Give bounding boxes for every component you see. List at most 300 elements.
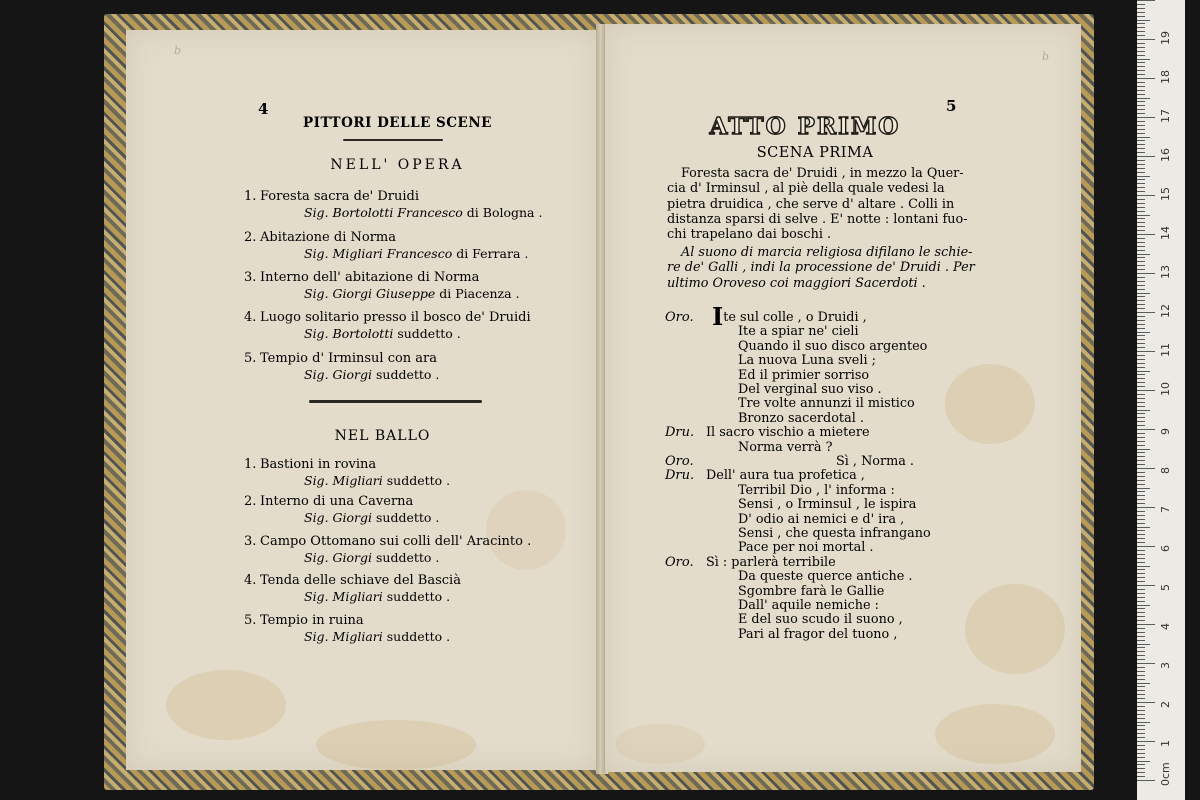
painter-title: Sig. bbox=[304, 473, 329, 488]
ruler-tick bbox=[1137, 226, 1145, 227]
ruler-tick bbox=[1137, 109, 1145, 110]
ruler-label: 10 bbox=[1159, 382, 1172, 396]
ruler-tick bbox=[1137, 51, 1145, 52]
ruler-tick bbox=[1137, 160, 1145, 161]
ruler-tick bbox=[1137, 172, 1145, 173]
scene-name: Interno dell' abitazione di Norma bbox=[260, 270, 480, 285]
painter-rest: di Ferrara . bbox=[456, 246, 529, 261]
ruler-tick bbox=[1137, 31, 1145, 32]
description-line: chi trapelano dai boschi . bbox=[667, 227, 832, 243]
painter-credit bbox=[304, 246, 528, 261]
painter-name: Migliari bbox=[332, 629, 383, 644]
ruler-tick bbox=[1137, 460, 1145, 461]
scene-number: 4. bbox=[244, 573, 257, 588]
verse-text: E del suo scudo il suono , bbox=[738, 612, 903, 628]
painter-name: Giorgi bbox=[332, 550, 373, 565]
verse-line bbox=[738, 612, 903, 627]
ruler-tick bbox=[1137, 702, 1155, 703]
ruler-tick bbox=[1137, 269, 1145, 270]
ruler-tick bbox=[1137, 218, 1145, 219]
ruler-tick bbox=[1137, 78, 1155, 79]
ruler-tick bbox=[1137, 101, 1145, 102]
painter-title: Sig. bbox=[304, 246, 329, 261]
scene-entry bbox=[244, 188, 419, 205]
scene-name: Tempio d' Irminsul con ara bbox=[260, 351, 438, 366]
scene-number: 1. bbox=[244, 189, 257, 204]
ruler-tick bbox=[1137, 39, 1155, 40]
ruler-tick bbox=[1137, 679, 1145, 680]
ruler-tick bbox=[1137, 35, 1145, 36]
page-title: PITTORI DELLE SCENE bbox=[303, 115, 492, 131]
ruler-tick bbox=[1137, 355, 1145, 356]
scene-entry bbox=[244, 309, 531, 326]
ruler-tick bbox=[1137, 445, 1145, 446]
ruler-label: 18 bbox=[1159, 70, 1172, 84]
ruler-tick bbox=[1137, 519, 1145, 520]
ruler-tick bbox=[1137, 425, 1145, 426]
scene-number: 5. bbox=[244, 613, 257, 628]
ruler-tick bbox=[1137, 371, 1150, 372]
ruler-tick bbox=[1137, 476, 1145, 477]
ruler-tick bbox=[1137, 277, 1145, 278]
ruler-tick bbox=[1137, 129, 1145, 130]
ruler-label: 9 bbox=[1159, 428, 1172, 435]
ruler-tick bbox=[1137, 238, 1145, 239]
ruler-tick bbox=[1137, 464, 1145, 465]
ruler-label: 19 bbox=[1159, 31, 1172, 45]
painter-title: Sig. bbox=[304, 326, 329, 341]
ruler-tick bbox=[1137, 27, 1145, 28]
painter-rest: di Bologna . bbox=[466, 205, 543, 220]
description-line: cia d' Irminsul , al piè della quale vedesi la bbox=[667, 181, 945, 197]
ruler-tick bbox=[1137, 511, 1145, 512]
ruler-tick bbox=[1137, 316, 1145, 317]
ruler-tick bbox=[1137, 515, 1145, 516]
ruler-label: 6 bbox=[1159, 545, 1172, 552]
ruler-tick bbox=[1137, 250, 1145, 251]
ruler-tick bbox=[1137, 257, 1145, 258]
scene-number: 2. bbox=[244, 230, 257, 245]
verse-line bbox=[706, 425, 870, 440]
ruler-label: 1 bbox=[1159, 740, 1172, 747]
painter-credit bbox=[304, 629, 450, 644]
painter-rest: suddetto . bbox=[376, 510, 440, 525]
scene-number: 2. bbox=[244, 494, 257, 509]
section-divider bbox=[309, 400, 482, 403]
scene-number: 1. bbox=[244, 457, 257, 472]
ruler-tick bbox=[1137, 254, 1150, 255]
page-number-left: 4 bbox=[258, 100, 269, 118]
painter-name: Migliari bbox=[332, 589, 383, 604]
ruler-tick bbox=[1137, 265, 1145, 266]
ruler-tick bbox=[1137, 113, 1145, 114]
ruler-tick bbox=[1137, 632, 1145, 633]
stage-direction-line: ultimo Oroveso coi maggiori Sacerdoti . bbox=[667, 275, 926, 291]
ruler-tick bbox=[1137, 187, 1145, 188]
ruler-tick bbox=[1137, 308, 1145, 309]
verse-line bbox=[706, 468, 865, 483]
ruler-tick bbox=[1137, 577, 1145, 578]
ruler-tick bbox=[1137, 581, 1145, 582]
ruler-tick bbox=[1137, 207, 1145, 208]
ballo-heading: NEL BALLO bbox=[334, 428, 431, 444]
ruler-tick bbox=[1137, 8, 1145, 9]
ruler-label: 16 bbox=[1159, 148, 1172, 162]
ruler-tick bbox=[1137, 121, 1145, 122]
painter-title: Sig. bbox=[304, 510, 329, 525]
scene-number: 4. bbox=[244, 310, 257, 325]
ruler-tick bbox=[1137, 667, 1145, 668]
speaker-label: Oro. bbox=[665, 554, 694, 570]
ruler-tick bbox=[1137, 651, 1145, 652]
ruler-tick bbox=[1137, 523, 1145, 524]
ruler-tick bbox=[1137, 382, 1145, 383]
verse-text: Pari al fragor del tuono , bbox=[738, 626, 898, 642]
description-line: pietra druidica , che serve d' altare . Colli in bbox=[667, 196, 955, 212]
ruler-tick bbox=[1137, 289, 1145, 290]
ruler-label: 3 bbox=[1159, 662, 1172, 669]
act-title: ATTO PRIMO bbox=[709, 113, 901, 140]
speaker-label: Oro. bbox=[665, 310, 694, 325]
ruler-tick bbox=[1137, 741, 1155, 742]
speaker-label: Oro. bbox=[665, 454, 694, 469]
ruler-tick bbox=[1137, 363, 1145, 364]
verse-text: Del verginal suo viso . bbox=[738, 382, 882, 397]
verse-line bbox=[738, 540, 874, 555]
ruler-tick bbox=[1137, 495, 1145, 496]
ruler-tick bbox=[1137, 663, 1155, 664]
painter-name: Giorgi bbox=[332, 367, 373, 382]
ruler-tick bbox=[1137, 417, 1145, 418]
ruler-tick bbox=[1137, 753, 1145, 754]
ruler-tick bbox=[1137, 542, 1145, 543]
ruler-tick bbox=[1137, 694, 1145, 695]
ruler-tick bbox=[1137, 285, 1145, 286]
verse-text: Quando il suo disco argenteo bbox=[738, 338, 928, 354]
painter-name: Giorgi Giuseppe bbox=[332, 286, 436, 301]
title-divider bbox=[343, 139, 443, 141]
ruler-tick bbox=[1137, 293, 1150, 294]
ruler-tick bbox=[1137, 468, 1155, 469]
ruler-tick bbox=[1137, 215, 1150, 216]
verse-text: Norma verrà ? bbox=[738, 439, 833, 455]
ruler-label: 0cm bbox=[1159, 762, 1172, 786]
ruler-tick bbox=[1137, 671, 1145, 672]
ruler-tick bbox=[1137, 62, 1145, 63]
ruler-tick bbox=[1137, 230, 1145, 231]
ruler-tick bbox=[1137, 74, 1145, 75]
verse-line bbox=[706, 555, 836, 570]
verse-text: Da queste querce antiche . bbox=[738, 569, 913, 585]
ruler-tick bbox=[1137, 433, 1145, 434]
ruler-tick bbox=[1137, 706, 1145, 707]
painter-rest: suddetto . bbox=[397, 326, 461, 341]
ruler-tick bbox=[1137, 768, 1145, 769]
ruler-tick bbox=[1137, 179, 1145, 180]
ruler-tick bbox=[1137, 94, 1145, 95]
verse-line bbox=[738, 368, 869, 383]
ruler-tick bbox=[1137, 144, 1145, 145]
ruler-tick bbox=[1137, 538, 1145, 539]
ruler-tick bbox=[1137, 601, 1145, 602]
scene-name: Bastioni in rovina bbox=[260, 457, 377, 472]
painter-credit bbox=[304, 473, 450, 488]
ruler-tick bbox=[1137, 429, 1155, 430]
ruler-tick bbox=[1137, 534, 1145, 535]
ruler-tick bbox=[1137, 125, 1145, 126]
painter-title: Sig. bbox=[304, 629, 329, 644]
ruler-tick bbox=[1137, 55, 1145, 56]
ruler-tick bbox=[1137, 640, 1145, 641]
ruler-tick bbox=[1137, 764, 1145, 765]
scene-entry bbox=[244, 229, 396, 246]
painter-rest: suddetto . bbox=[376, 550, 440, 565]
verse-text: te sul colle , o Druidi , bbox=[723, 310, 867, 325]
ruler-tick bbox=[1137, 491, 1145, 492]
painter-rest: suddetto . bbox=[386, 473, 451, 488]
verse-line bbox=[712, 302, 867, 331]
ruler-tick bbox=[1137, 437, 1145, 438]
ruler-tick bbox=[1137, 675, 1145, 676]
opera-heading: NELL' OPERA bbox=[330, 157, 465, 173]
scene-entry bbox=[244, 350, 437, 367]
scene-entry bbox=[244, 533, 531, 550]
ruler-tick bbox=[1137, 605, 1150, 606]
scene-name: Foresta sacra de' Druidi bbox=[260, 189, 419, 204]
scene-name: Interno di una Caverna bbox=[260, 494, 414, 509]
scene-name: Tenda delle schiave del Bascià bbox=[260, 573, 461, 588]
ruler-tick bbox=[1137, 413, 1145, 414]
ruler-tick bbox=[1137, 273, 1155, 274]
painter-credit bbox=[304, 286, 520, 301]
ruler-tick bbox=[1137, 343, 1145, 344]
ruler-tick bbox=[1137, 558, 1145, 559]
ruler-tick bbox=[1137, 183, 1145, 184]
ruler-tick bbox=[1137, 772, 1145, 773]
ruler-label: 15 bbox=[1159, 187, 1172, 201]
verse-line bbox=[738, 627, 897, 642]
ruler-tick bbox=[1137, 117, 1155, 118]
description-line: Foresta sacra de' Druidi , in mezzo la Quer- bbox=[681, 166, 964, 181]
scene-name: Abitazione di Norma bbox=[260, 230, 396, 245]
ruler-tick bbox=[1137, 86, 1145, 87]
ruler-tick bbox=[1137, 98, 1150, 99]
ruler-tick bbox=[1137, 757, 1145, 758]
verse-line bbox=[738, 512, 904, 527]
ruler-tick bbox=[1137, 246, 1145, 247]
ruler-tick bbox=[1137, 281, 1145, 282]
ruler-tick bbox=[1137, 43, 1145, 44]
ruler-tick bbox=[1137, 714, 1145, 715]
ruler-tick bbox=[1137, 332, 1150, 333]
verse-line bbox=[738, 353, 876, 368]
scene-title: SCENA PRIMA bbox=[756, 145, 874, 161]
ruler-tick bbox=[1137, 242, 1145, 243]
scene-name: Campo Ottomano sui colli dell' Aracinto . bbox=[260, 534, 532, 549]
ruler-tick bbox=[1137, 133, 1145, 134]
painter-name: Migliari Francesco bbox=[332, 246, 453, 261]
ruler-tick bbox=[1137, 683, 1150, 684]
ruler-tick bbox=[1137, 620, 1145, 621]
ruler-tick bbox=[1137, 585, 1155, 586]
verse-line bbox=[738, 598, 879, 613]
ruler-tick bbox=[1137, 195, 1155, 196]
scene-number: 5. bbox=[244, 351, 257, 366]
ruler-tick bbox=[1137, 737, 1145, 738]
ruler-tick bbox=[1137, 449, 1150, 450]
ruler-tick bbox=[1137, 608, 1145, 609]
stage-direction-line: Al suono di marcia religiosa difilano le schie- bbox=[681, 245, 973, 260]
ruler-tick bbox=[1137, 140, 1145, 141]
ruler-tick bbox=[1137, 176, 1150, 177]
ruler-tick bbox=[1137, 566, 1150, 567]
ruler-tick bbox=[1137, 612, 1145, 613]
verse-line bbox=[738, 440, 832, 455]
ruler-tick bbox=[1137, 406, 1145, 407]
painter-name: Migliari bbox=[332, 473, 383, 488]
description-line: distanza sparsi di selve . E' notte : lontani fuo- bbox=[667, 211, 968, 227]
verse-text: Dell' aura tua profetica , bbox=[706, 468, 865, 484]
ruler-tick bbox=[1137, 573, 1145, 574]
ruler-tick bbox=[1137, 745, 1145, 746]
ruler-tick bbox=[1137, 339, 1145, 340]
ruler-tick bbox=[1137, 222, 1145, 223]
ruler-tick bbox=[1137, 168, 1145, 169]
scene-name: Luogo solitario presso il bosco de' Druidi bbox=[260, 310, 531, 325]
ruler-tick bbox=[1137, 624, 1155, 625]
verse-line bbox=[738, 339, 927, 354]
ruler-tick bbox=[1137, 472, 1145, 473]
stage-direction-line: re de' Galli , indi la processione de' Druidi . Per bbox=[667, 260, 975, 276]
ruler-tick bbox=[1137, 203, 1145, 204]
ruler-tick bbox=[1137, 480, 1145, 481]
verse-line bbox=[738, 584, 884, 599]
ruler-tick bbox=[1137, 659, 1145, 660]
ruler-tick bbox=[1137, 148, 1145, 149]
verse-text: Sì : parlerà terribile bbox=[706, 554, 836, 570]
measurement-ruler bbox=[1137, 0, 1185, 800]
verse-line bbox=[738, 396, 915, 411]
verse-text: Il sacro vischio a mietere bbox=[706, 425, 870, 441]
ruler-tick bbox=[1137, 320, 1145, 321]
ruler-tick bbox=[1137, 105, 1145, 106]
scene-number: 3. bbox=[244, 270, 257, 285]
corner-mark-right: b bbox=[1042, 50, 1050, 63]
scene-entry bbox=[244, 612, 364, 629]
ruler-tick bbox=[1137, 636, 1145, 637]
ruler-tick bbox=[1137, 398, 1145, 399]
ruler-tick bbox=[1137, 554, 1145, 555]
ruler-tick bbox=[1137, 312, 1155, 313]
ruler-tick bbox=[1137, 647, 1145, 648]
ruler-tick bbox=[1137, 191, 1145, 192]
ruler-tick bbox=[1137, 562, 1145, 563]
painter-title: Sig. bbox=[304, 550, 329, 565]
painter-name: Giorgi bbox=[332, 510, 373, 525]
ruler-tick bbox=[1137, 749, 1145, 750]
ruler-tick bbox=[1137, 386, 1145, 387]
ruler-label: 5 bbox=[1159, 584, 1172, 591]
painter-rest: suddetto . bbox=[386, 589, 451, 604]
verse-text: Ed il primier sorriso bbox=[738, 367, 870, 383]
ruler-tick bbox=[1137, 324, 1145, 325]
ruler-tick bbox=[1137, 456, 1145, 457]
ruler-tick bbox=[1137, 503, 1145, 504]
ruler-tick bbox=[1137, 70, 1145, 71]
ruler-tick bbox=[1137, 733, 1145, 734]
verse-line bbox=[836, 454, 914, 469]
ruler-tick bbox=[1137, 347, 1145, 348]
scene-number: 3. bbox=[244, 534, 257, 549]
verse-text: Dall' aquile nemiche : bbox=[738, 598, 879, 613]
ruler-tick bbox=[1137, 776, 1145, 777]
ruler-label: 12 bbox=[1159, 304, 1172, 318]
ruler-tick bbox=[1137, 335, 1145, 336]
ruler-label: 2 bbox=[1159, 701, 1172, 708]
verse-line bbox=[738, 569, 912, 584]
ruler-tick bbox=[1137, 546, 1155, 547]
verse-text: Ite a spiar ne' cieli bbox=[738, 324, 859, 340]
verse-line bbox=[738, 526, 931, 541]
ruler-tick bbox=[1137, 390, 1155, 391]
ruler-tick bbox=[1137, 628, 1145, 629]
scene-entry bbox=[244, 572, 461, 589]
ruler-label: 17 bbox=[1159, 109, 1172, 123]
ruler-tick bbox=[1137, 718, 1145, 719]
ruler-tick bbox=[1137, 569, 1145, 570]
verse-text: Bronzo sacerdotal . bbox=[738, 410, 864, 426]
ruler-tick bbox=[1137, 761, 1150, 762]
scene-entry bbox=[244, 269, 479, 286]
painter-title: Sig. bbox=[304, 286, 329, 301]
ruler-label: 14 bbox=[1159, 226, 1172, 240]
ruler-tick bbox=[1137, 296, 1145, 297]
ruler-tick bbox=[1137, 710, 1145, 711]
ruler-tick bbox=[1137, 328, 1145, 329]
ruler-tick bbox=[1137, 593, 1145, 594]
verse-text: Sgombre farà le Gallie bbox=[738, 583, 885, 599]
painter-rest: di Piacenza . bbox=[439, 286, 520, 301]
scene-entry bbox=[244, 456, 376, 473]
ruler-tick bbox=[1137, 359, 1145, 360]
painter-credit bbox=[304, 326, 461, 341]
speaker-label: Dru. bbox=[665, 425, 695, 441]
verse-text: Sensi , o Irminsul , le ispira bbox=[738, 497, 917, 513]
ruler-tick bbox=[1137, 421, 1145, 422]
verse-text: Sì , Norma . bbox=[836, 454, 914, 469]
painter-name: Bortolotti Francesco bbox=[332, 205, 463, 220]
ruler-tick bbox=[1137, 698, 1145, 699]
ruler-tick bbox=[1137, 686, 1145, 687]
ruler-tick bbox=[1137, 410, 1150, 411]
ruler-tick bbox=[1137, 530, 1145, 531]
ruler-tick bbox=[1137, 452, 1145, 453]
ruler-tick bbox=[1137, 156, 1155, 157]
painter-title: Sig. bbox=[304, 367, 329, 382]
ruler-tick bbox=[1137, 152, 1145, 153]
ruler-tick bbox=[1137, 597, 1145, 598]
ruler-tick bbox=[1137, 82, 1145, 83]
ruler-tick bbox=[1137, 4, 1145, 5]
ruler-label: 11 bbox=[1159, 343, 1172, 357]
verse-text: La nuova Luna sveli ; bbox=[738, 353, 876, 369]
verse-line bbox=[738, 483, 895, 498]
ruler-tick bbox=[1137, 722, 1150, 723]
speaker-label: Dru. bbox=[665, 468, 695, 484]
ruler-tick bbox=[1137, 589, 1145, 590]
ruler-tick bbox=[1137, 507, 1155, 508]
verse-text: Tre volte annunzi il mistico bbox=[738, 396, 915, 412]
